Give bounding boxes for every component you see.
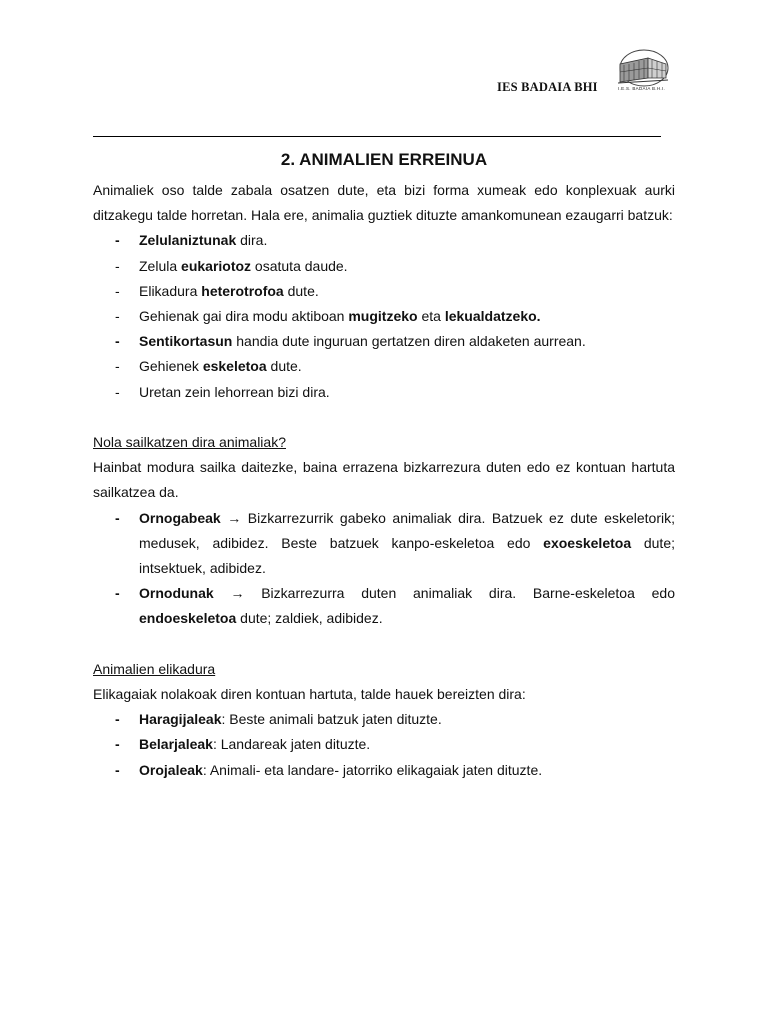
item-text: → Bizkarrezurrik gabeko animaliak dira. Batzuek ez dute eskeletorik; medusek, adibidez. Beste batzuek kanpo-eskeletoa edo [139,509,675,551]
bold-term: Ornogabeak [139,509,221,526]
list-dash: - [115,761,120,778]
list-item [93,506,675,582]
item-text: Uretan zein lehorrean bizi dira. [139,383,330,400]
bold-term: exoeskeletoa [543,534,632,551]
item-text: Gehienak gai dira modu aktiboan [139,308,349,325]
list-dash: - [115,282,120,299]
nutrition-list [93,707,675,783]
classification-intro: Hainbat modura sailka daitezke, baina errazena bizkarrezura duten edo ez kontuan hartuta sailkatzea da. [93,459,675,501]
list-item [93,304,675,329]
item-text: : Beste animali batzuk jaten dituzte. [221,711,442,728]
item-text: eta [417,308,445,325]
bold-term: Zelulaniztunak [139,232,237,249]
bold-term: endoeskeletoa [139,610,237,627]
list-item [93,380,675,405]
list-dash: - [115,736,120,753]
item-text: dute. [283,282,319,299]
list-dash: - [115,383,120,400]
item-text: : Animali- eta landare- jatorriko elikagaiak jaten dituzte. [202,761,543,778]
document-body [93,178,675,783]
bold-term: Ornodunak [139,585,214,602]
list-item [93,279,675,304]
item-text: Zelula [139,257,182,274]
list-item [93,758,675,783]
list-item [93,581,675,631]
bold-term: heterotrofoa [201,282,284,299]
list-item [93,254,675,279]
item-text: Gehienek [139,358,203,375]
list-dash: - [115,232,120,249]
intro-paragraph: Animaliek oso talde zabala osatzen dute, eta bizi forma xumeak edo konplexuak aurki ditzakegu talde horretan. Hala ere, animalia guztiek dituzte amankomunean ezaugarri batzuk: [93,182,675,224]
header-divider [93,136,661,137]
list-item [93,354,675,379]
list-dash: - [115,333,120,350]
list-dash: - [115,585,120,602]
list-item [93,329,675,354]
classification-list [93,506,675,632]
bold-term: eukariotoz [181,257,252,274]
item-text: : Landareak jaten dituzte. [212,736,371,753]
bold-term: mugitzeko [348,308,418,325]
item-text: dute; intsektuek, adibidez. [139,534,675,577]
classification-heading: Nola sailkatzen dira animaliak? [93,434,286,451]
features-list [93,228,675,404]
list-dash: - [115,308,120,325]
list-dash: - [115,509,120,526]
logo-caption: I.E.S. BADAIA B.H.I. [618,86,666,91]
header-school-name: IES BADAIA BHI [497,80,598,94]
list-item [93,707,675,732]
bold-term: Sentikortasun [139,333,233,350]
item-text: dira. [236,232,268,249]
item-text: dute. [266,358,302,375]
item-text: Elikadura [139,282,202,299]
bold-term: Belarjaleak [139,736,213,753]
item-text: dute; zaldiek, adibidez. [236,610,383,627]
list-item [93,228,675,253]
list-dash: - [115,257,120,274]
bold-term: Orojaleak [139,761,203,778]
bold-term: eskeletoa [202,358,267,375]
item-text: osatuta daude. [251,257,348,274]
item-text: handia dute inguruan gertatzen diren aldaketen aurrean. [232,333,586,350]
list-dash: - [115,358,120,375]
bold-term: lekualdatzeko. [444,308,541,325]
list-dash: - [115,711,120,728]
page-title: 2. ANIMALIEN ERREINUA [280,150,488,169]
nutrition-heading: Animalien elikadura [93,660,216,677]
bold-term: Haragijaleak [139,711,222,728]
list-item [93,732,675,757]
item-text: → Bizkarrezurra duten animaliak dira. Barne-eskeletoa edo [213,585,675,602]
nutrition-intro: Elikagaiak nolakoak diren kontuan hartuta, talde hauek bereizten dira: [93,686,526,703]
